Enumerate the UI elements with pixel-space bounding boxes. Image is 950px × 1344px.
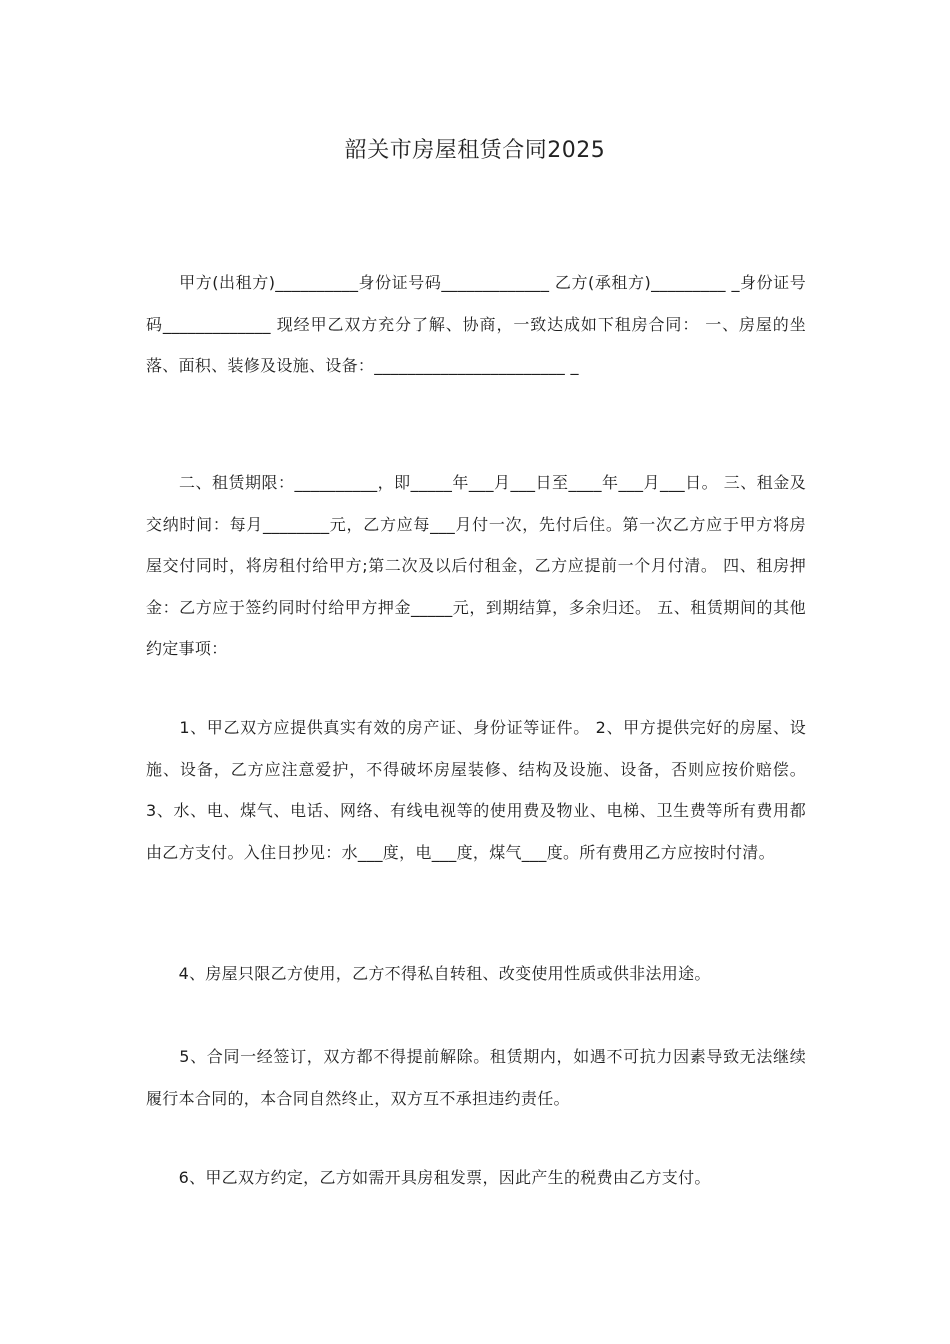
paragraph-term-rent-deposit: 二、租赁期限：__________，即_____年___月___日至____年___月___日。 三、租金及交纳时间：每月________元，乙方应每___月付一次，先付后住。第一次乙方应于甲方将房屋交付同时，将房租付给甲方;第二次及以后付租金，乙方应提前一个月付清。 四、租房押金：乙方应于签约同时付给甲方押金_____元，到期结算，多余归还。 五、租赁期间的其他约定事项： — [146, 473, 806, 658]
paragraph-parties-and-property: 甲方(出租方)__________身份证号码_____________ 乙方(承租方)_________ _身份证号码_____________ 现经甲乙双方充分了解、协商，一致达成如下租房合同： 一、房屋的坐落、面积、装修及设施、设备：_______________________ _ — [146, 273, 806, 375]
paragraph-term-5: 5、合同一经签订，双方都不得提前解除。租赁期内，如遇不可抗力因素导致无法继续履行本合同的，本合同自然终止，双方互不承担违约责任。 — [146, 1047, 806, 1108]
paragraph-terms-1-3: 1、甲乙双方应提供真实有效的房产证、身份证等证件。 2、甲方提供完好的房屋、设施、设备，乙方应注意爱护，不得破坏房屋装修、结构及设施、设备，否则应按价赔偿。 3、水、电、煤气、电话、网络、有线电视等的使用费及物业、电梯、卫生费等所有费用都由乙方支付。入住日抄见：水___度，电___度，煤气___度。所有费用乙方应按时付清。 — [146, 718, 806, 862]
paragraph-term-6: 6、甲乙双方约定，乙方如需开具房租发票，因此产生的税费由乙方支付。 — [146, 1168, 711, 1187]
document-title: 韶关市房屋租赁合同2025 — [344, 138, 606, 163]
paragraph-term-4: 4、房屋只限乙方使用，乙方不得私自转租、改变使用性质或供非法用途。 — [146, 964, 711, 983]
